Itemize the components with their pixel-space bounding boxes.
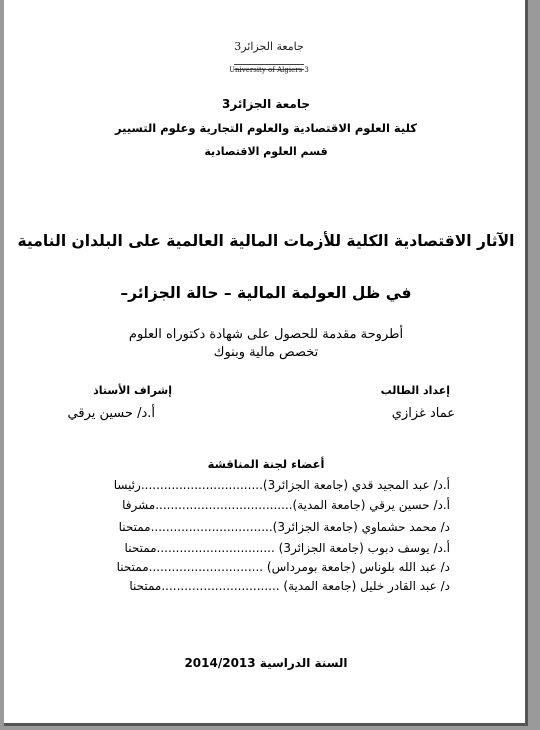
thesis-specialty: تخصص مالية وبنوك [213, 345, 319, 360]
committee-member: د/ محمد حشماوي (جامعة الجزائر3)................................ممتحنا [118, 520, 450, 534]
committee-member: د/ عبد الله بلوناس (جامعة بومرداس) ..............................ممتحنا [116, 560, 450, 574]
committee-member: أ.د/ يوسف دبوب (جامعة الجزائر3) ...............................ممتحنا [124, 541, 450, 555]
committee-heading: أعضاء لجنة المناقشة [207, 457, 325, 471]
logo-english-text: University of Algiers 3 [229, 66, 309, 74]
student-name: عماد غزازي [391, 406, 455, 421]
university-logo [224, 40, 314, 74]
academic-year: السنة الدراسية 2014/2013 [184, 656, 348, 670]
supervised-by-label: إشراف الأستاذ [93, 384, 172, 397]
committee-member: أ.د/ عبد المجيد قدي (جامعة الجزائر3)................................رئيسا [113, 478, 450, 492]
document-page [4, 0, 528, 726]
committee-member: د/ عبد القادر خليل (جامعة المدية) ...............................ممتحنا [129, 579, 450, 593]
faculty-name: كلية العلوم الاقتصادية والعلوم التجارية وعلوم التسيير [115, 121, 417, 135]
university-name: جامعة الجزائر3 [222, 97, 310, 111]
supervisor-name: أ.د/ حسين يرقي [67, 406, 155, 421]
department-name: قسم العلوم الاقتصادية [204, 145, 328, 158]
thesis-title-line2: في ظل العولمة المالية – حالة الجزائر– [120, 284, 412, 302]
committee-member: أ.د/ حسين يرقي (جامعة المدية)....................................مشرفا [122, 498, 450, 512]
prepared-by-label: إعداد الطالب [380, 384, 450, 397]
thesis-subtitle-line1: أطروحة مقدمة للحصول على شهادة دكتوراه العلوم [128, 327, 404, 342]
thesis-title-line1: الآثار الاقتصادية الكلية للأزمات المالية العالمية على البلدان النامية [17, 232, 515, 250]
logo-arabic-text: جامعة الجزائر3 [234, 40, 304, 53]
